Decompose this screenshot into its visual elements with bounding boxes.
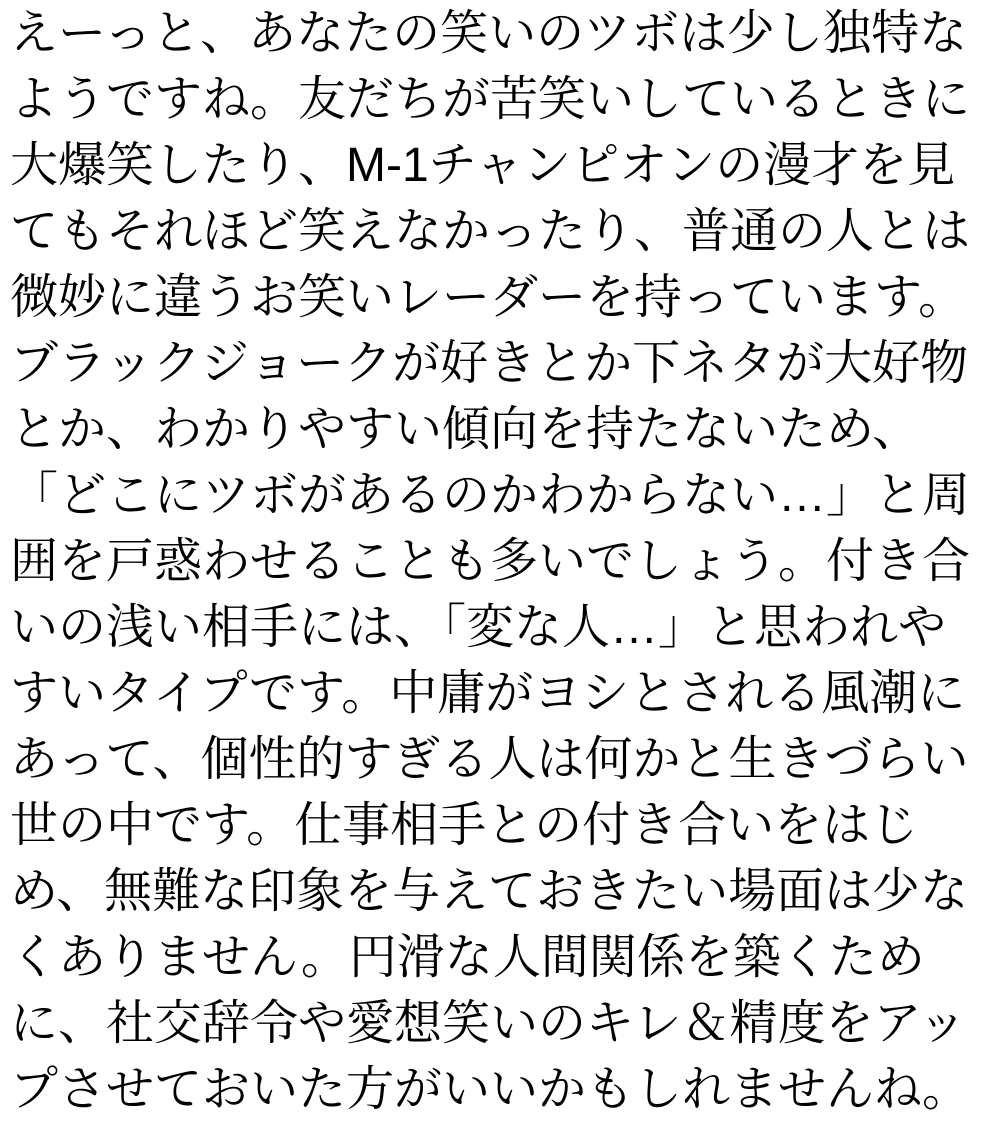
- text-line: め、無難な印象を与えておきたい場面は少な: [10, 865, 969, 918]
- text-line: プさせておいた方がいいかもしれませんね。: [10, 1063, 971, 1116]
- text-line: くありません。円滑な人間関係を築くため: [10, 931, 925, 984]
- text-line: えーっと、あなたの笑いのツボは少し独特な: [10, 7, 968, 60]
- text-line: 囲を戸惑わせることも多いでしょう。付き合: [10, 535, 971, 588]
- text-line: に、社交辞令や愛想笑いのキレ＆精度をアッ: [10, 997, 967, 1050]
- text-line: ブラックジョークが好きとか下ネタが大好物: [10, 337, 969, 390]
- text-line: 世の中です。仕事相手との付き合いをはじ: [10, 799, 919, 852]
- text-line: ようですね。友だちが苦笑いしているときに: [10, 73, 971, 126]
- text-line: すいタイプです。中庸がヨシとされる風潮に: [10, 667, 966, 720]
- text-line: 微妙に違うお笑いレーダーを持っています。: [10, 271, 967, 324]
- text-line: いの浅い相手には、「変な人…」と思われや: [10, 601, 947, 654]
- text-line: てもそれほど笑えなかったり、普通の人とは: [10, 205, 971, 258]
- text-line: とか、わかりやすい傾向を持たないため、: [10, 403, 921, 456]
- text-line: 大爆笑したり、M-1チャンピオンの漫才を見: [10, 139, 956, 192]
- text-line: あって、個性的すぎる人は何かと生きづらい: [10, 733, 969, 786]
- text-line: 「どこにツボがあるのかわからない…」と周: [10, 469, 971, 522]
